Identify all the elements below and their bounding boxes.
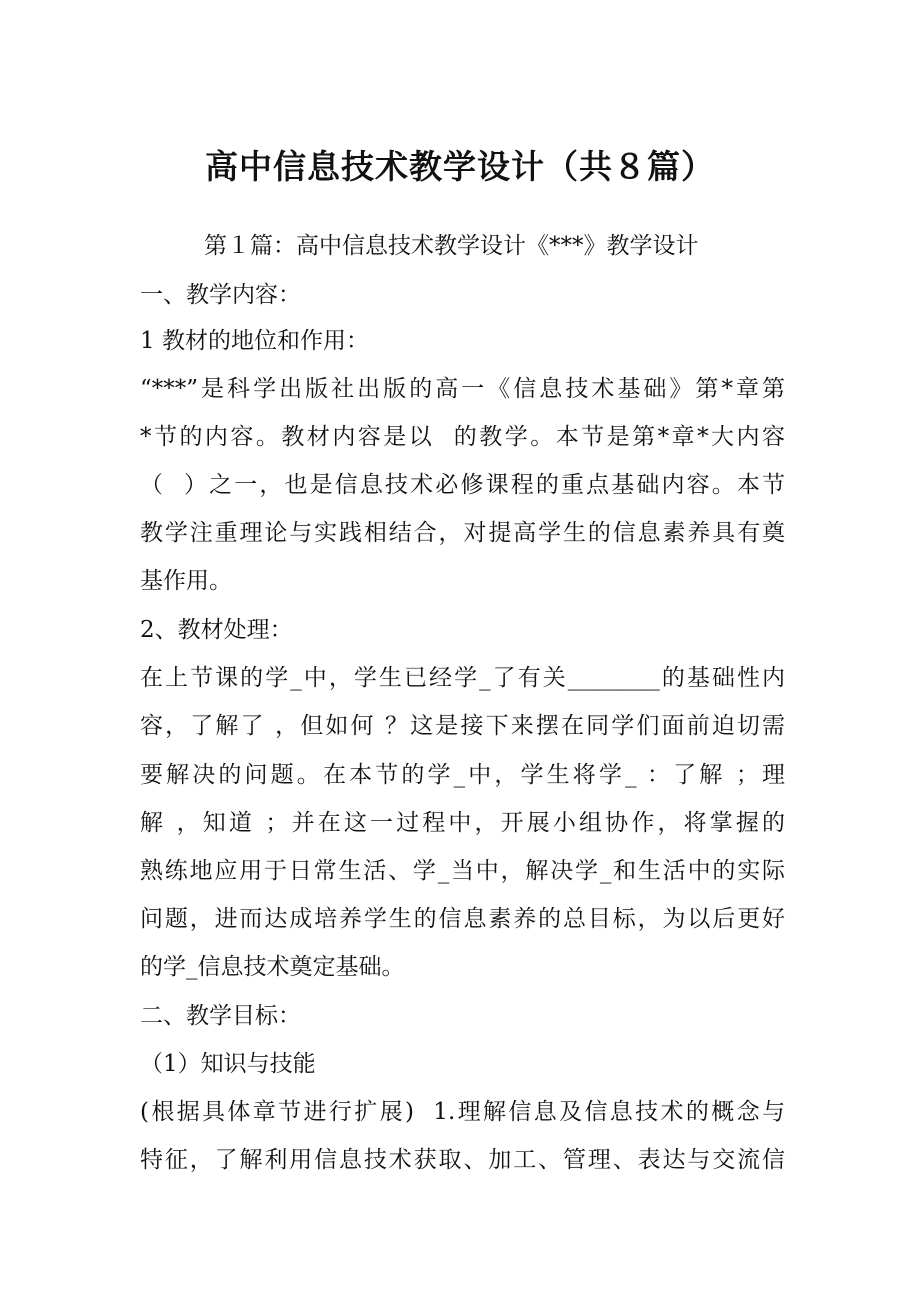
paragraph-line: 教学注重理论与实践相结合，对提高学生的信息素养具有奠 [140,520,785,546]
paragraph-line: 特征，了解利用信息技术获取、加工、管理、表达与交流信 [140,1147,785,1173]
paragraph-line: (根据具体章节进行扩展) 1.理解信息及信息技术的概念与 [140,1099,785,1125]
paragraph-line: 容，了解了 ，但如何 ？这是接下来摆在同学们面前迫切需 [140,713,785,739]
paragraph-line: 基作用。 [140,568,232,594]
paragraph-line: “***”是科学出版社出版的高一《信息技术基础》第*章第 [140,376,785,402]
paragraph-line: （ ）之一，也是信息技术必修课程的重点基础内容。本节 [140,472,785,498]
paragraph-line: 解 ，知道 ；并在这一过程中，开展小组协作，将掌握的 [140,810,785,836]
paragraph-line: 熟练地应用于日常生活、学_当中，解决学_和生活中的实际 [140,858,785,884]
paragraph-line: *节的内容。教材内容是以 的教学。本节是第*章*大内容 [140,424,785,450]
paragraph-line: 问题，进而达成培养学生的信息素养的总目标，为以后更好 [140,906,785,932]
paragraph-line: 要解决的问题。在本节的学_中，学生将学_ ：了解 ；理 [140,762,785,788]
subsection-heading: 2、教材处理： [140,617,293,643]
section-heading: 一、教学内容： [140,282,301,308]
paragraph-line: 的学_信息技术奠定基础。 [140,954,405,980]
section-heading: 二、教学目标： [140,1003,301,1029]
subsection-heading: 1 教材的地位和作用： [140,328,369,354]
subsection-heading: （1）知识与技能 [140,1051,316,1077]
document-title: 高中信息技术教学设计（共８篇） [205,147,715,186]
paragraph-line: 在上节课的学_中，学生已经学_了有关________的基础性内 [140,665,785,691]
chapter-heading: 第１篇：高中信息技术教学设计《***》教学设计 [204,233,699,259]
